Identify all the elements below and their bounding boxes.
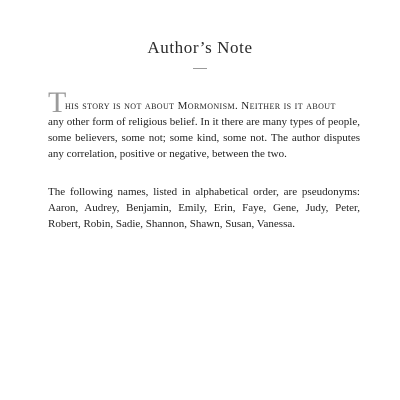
drop-cap: T bbox=[48, 86, 67, 119]
paragraph-disclaimer-body: any other form of religious belief. In it there are many types of people, some believers, some not; some kind, some not. The author disputes any correlation, positive or negative, between the two. bbox=[48, 116, 360, 160]
lead-in-text: his story is not about Mormonism. Neither is it about bbox=[65, 100, 336, 112]
page-title: Author’s Note bbox=[147, 38, 253, 57]
paragraph-disclaimer bbox=[48, 86, 360, 162]
title-rule bbox=[193, 68, 207, 69]
paragraph-pseudonyms: The following names, listed in alphabetical order, are pseudonyms: Aaron, Audrey, Benjamin, Emily, Erin, Faye, Gene, Judy, Peter, Robert, Robin, Sadie, Shannon, Shawn, Susan, Vanessa. bbox=[48, 186, 360, 230]
first-line bbox=[48, 86, 360, 119]
